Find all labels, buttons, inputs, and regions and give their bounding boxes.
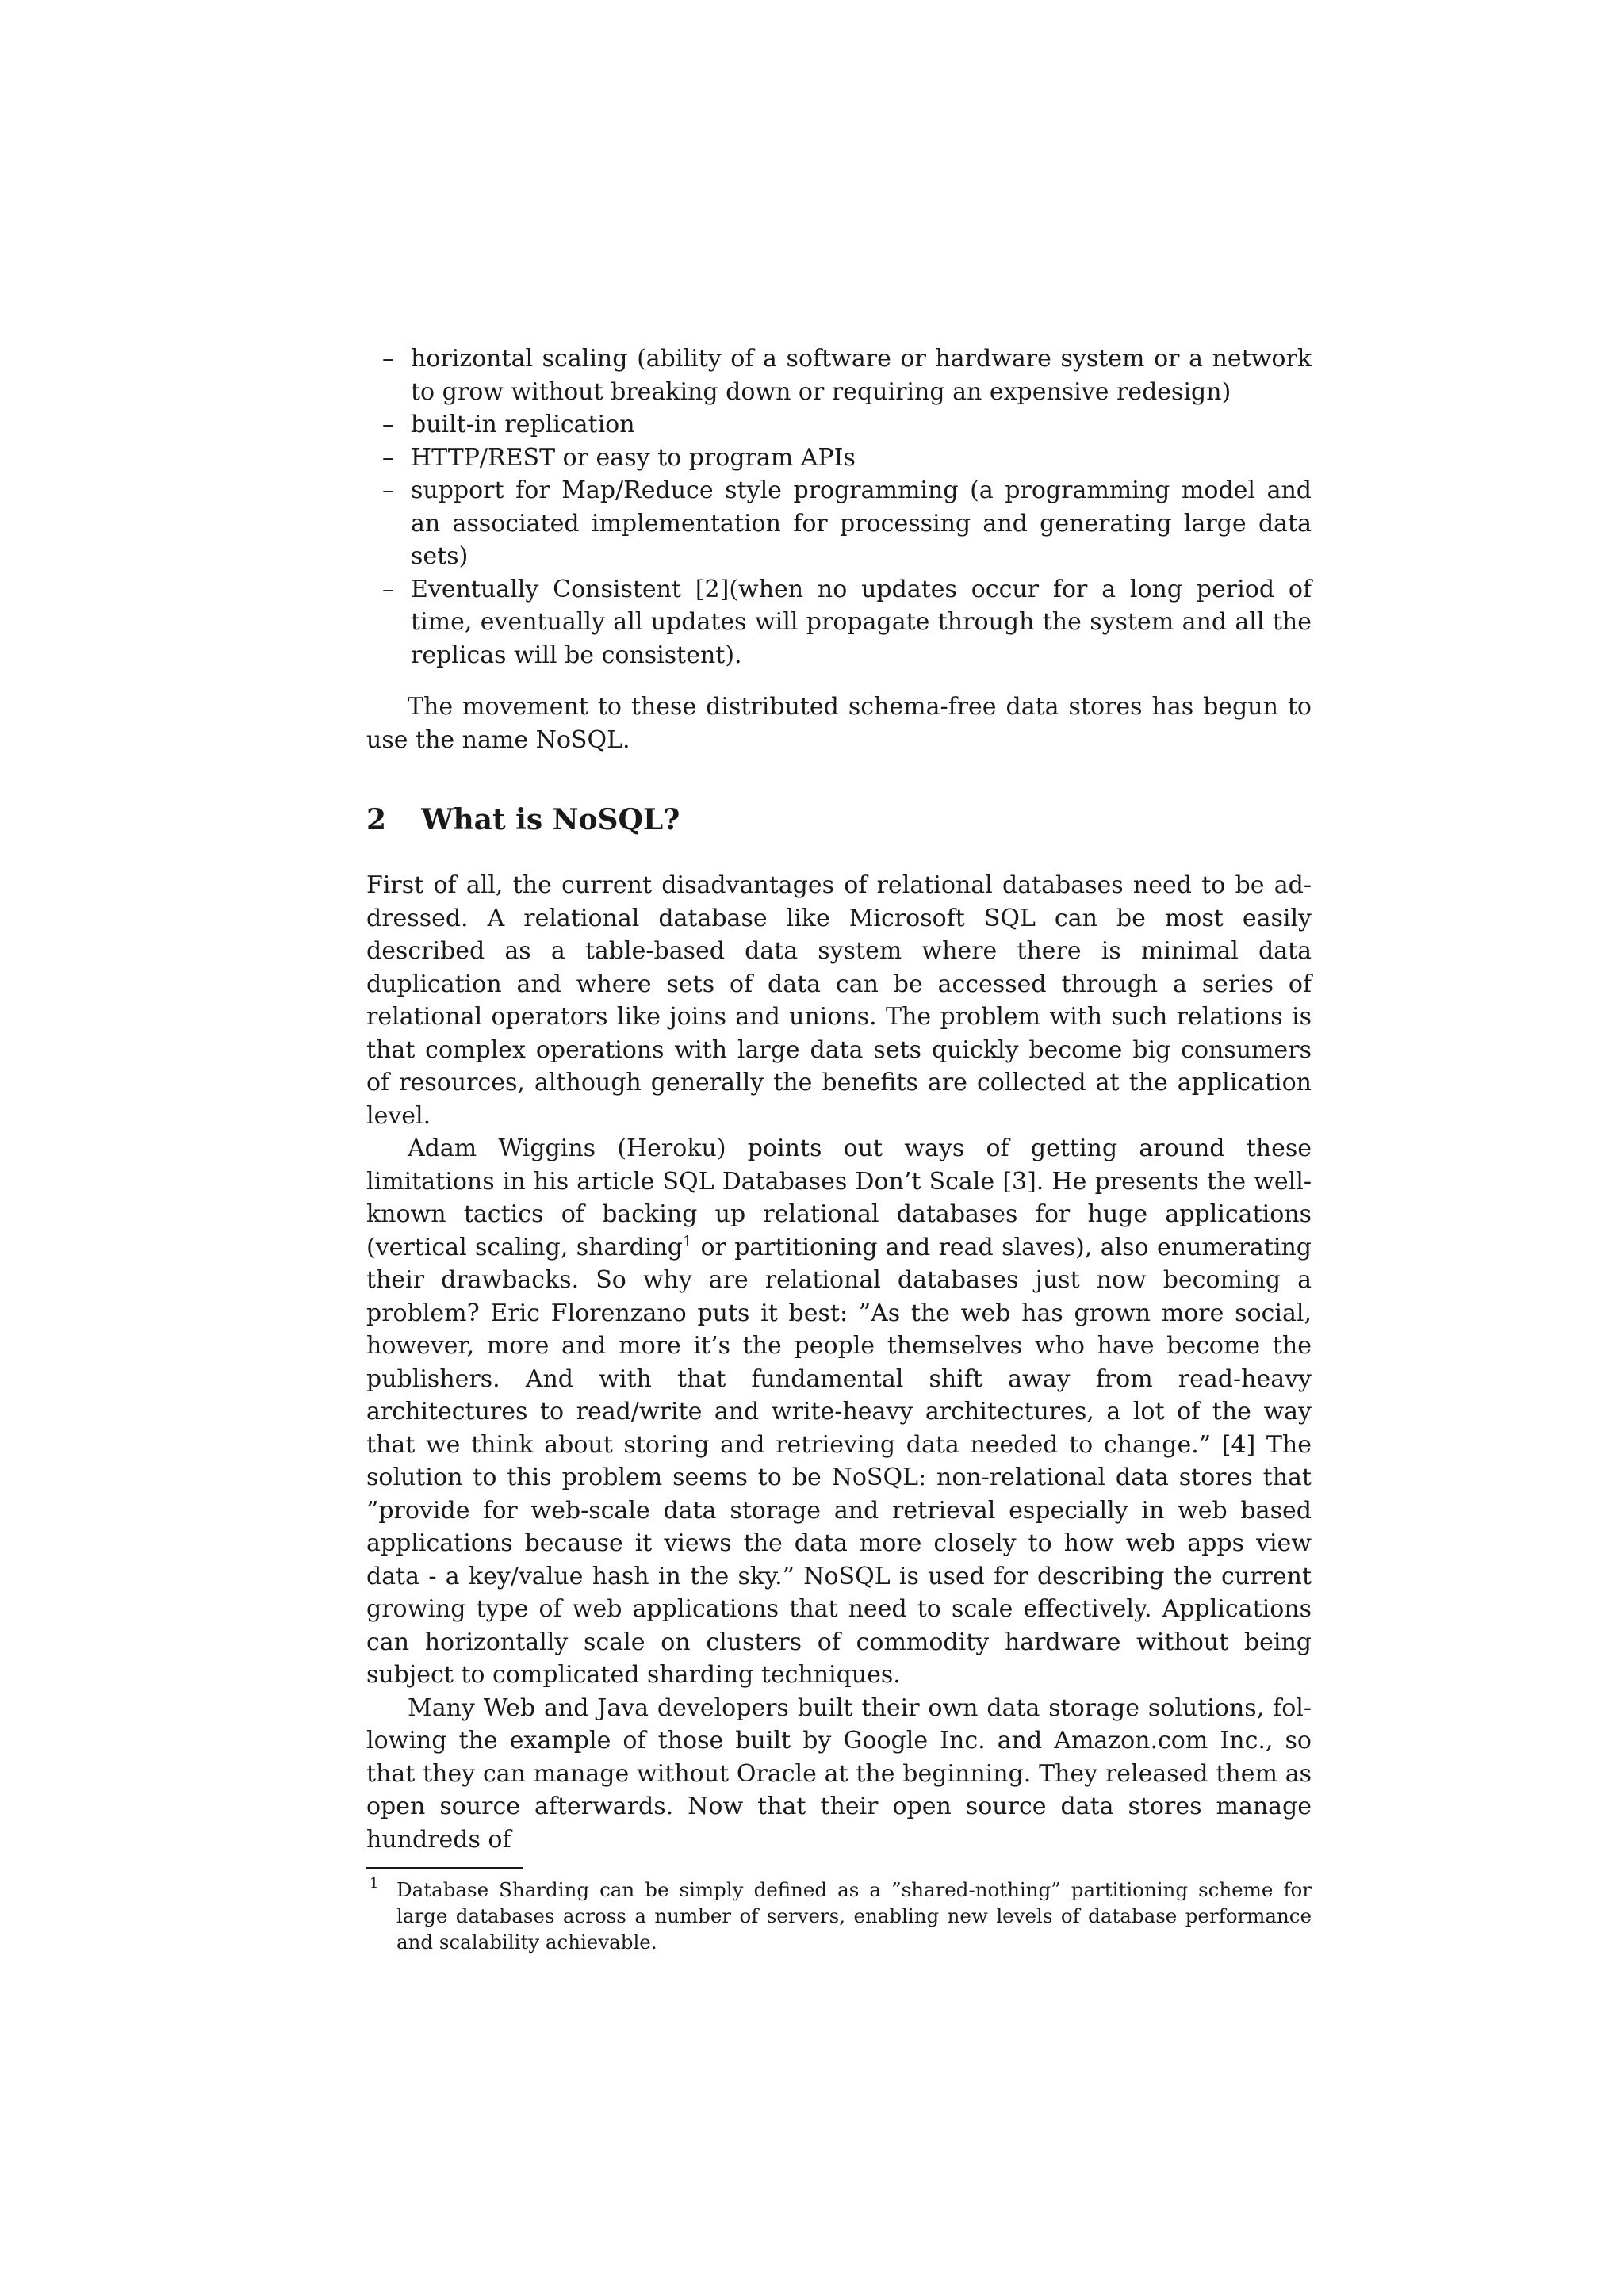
section-title: What is NoSQL? <box>421 803 680 836</box>
paragraph-text: Adam Wiggins (Heroku) points out ways of getting around these limitations in his article SQL Databases Don’t Scale [3]. He presents the well-known tactics of backing up relational databases for huge applications (vertical scaling, sharding <box>366 1135 1312 1261</box>
bullet-dash: – <box>382 345 394 373</box>
list-item <box>366 442 1312 475</box>
feature-list <box>366 342 1312 672</box>
list-item-text: Eventually Consistent [2](when no updates occur for a long period of time, eventually all updates will propagate through the system and all the replicas will be consistent). <box>411 575 1312 669</box>
bullet-dash: – <box>382 575 394 603</box>
paragraph-disadvantages: First of all, the current disadvantages of relational databases need to be addressed. A relational database like Microsoft SQL can be most easily described as a table-based data system where there is minimal data duplication and where sets of data can be accessed through a series of relational operators like joins and unions. The problem with such relations is that complex operations with large data sets quickly become big consumers of resources, although generally the benefits are collected at the application level. <box>366 871 1312 1130</box>
section-number: 2 <box>366 803 387 836</box>
list-item <box>366 342 1312 408</box>
footnote-mark: 1 <box>370 1875 379 1892</box>
paragraph-developers: Many Web and Java developers built their own data storage solutions, following the example of those built by Google Inc. and Amazon.com Inc., so that they can manage without Oracle at the beginning. They released them as open source afterwards. Now that their open source data stores manage hundreds of <box>366 1693 1312 1854</box>
paragraph-wiggins <box>366 1132 1312 1692</box>
list-item-text: HTTP/REST or easy to program APIs <box>411 443 856 472</box>
list-item-text: horizontal scaling (ability of a software or hardware system or a network to grow without breaking down or requiring an expensive redesign) <box>411 345 1312 406</box>
list-item <box>366 573 1312 672</box>
list-item <box>366 408 1312 442</box>
list-item <box>366 474 1312 573</box>
list-item-text: support for Map/Reduce style programming (a programming model and an associated implementation for processing and generating large data sets) <box>411 476 1312 570</box>
intro-paragraph: The movement to these distributed schema-free data stores has begun to use the name NoSQL. <box>366 693 1312 754</box>
footnote-reference: 1 <box>683 1232 693 1250</box>
paragraph-text: or partitioning and read slaves), also enumerating their drawbacks. So why are relational databases just now becoming a problem? Eric Florenzano puts it best: ”As the web has grown more social, however, more and more it’s the people themselves who have become the publishers. And with that fundamental shift away from read-heavy architectures to read/write and write-heavy architectures, a lot of the way that we think about storing and retrieving data needed to change.” [4] The solution to this problem seems to be NoSQL: non-relational data stores that ”provide for web-scale data storage and retrieval especially in web based applications because it views the data more closely to how web apps view data - a key/value hash in the sky.” NoSQL is used for describing the current growing type of web applications that need to scale effectively. Applications can horizontally scale on clusters of commodity hardware without being subject to complicated sharding techniques. <box>366 1233 1312 1689</box>
footnote-text: Database Sharding can be simply defined as a ”shared-nothing” partitioning scheme for large databases across a number of servers, enabling new levels of database performance and scalability achievable. <box>396 1878 1312 1954</box>
page-content <box>366 342 1312 1955</box>
bullet-dash: – <box>382 443 394 472</box>
bullet-dash: – <box>382 476 394 504</box>
footnote-divider <box>366 1867 523 1869</box>
list-item-text: built-in replication <box>411 411 635 438</box>
bullet-dash: – <box>382 411 394 438</box>
section-heading <box>366 801 1312 839</box>
footnote <box>366 1877 1312 1955</box>
